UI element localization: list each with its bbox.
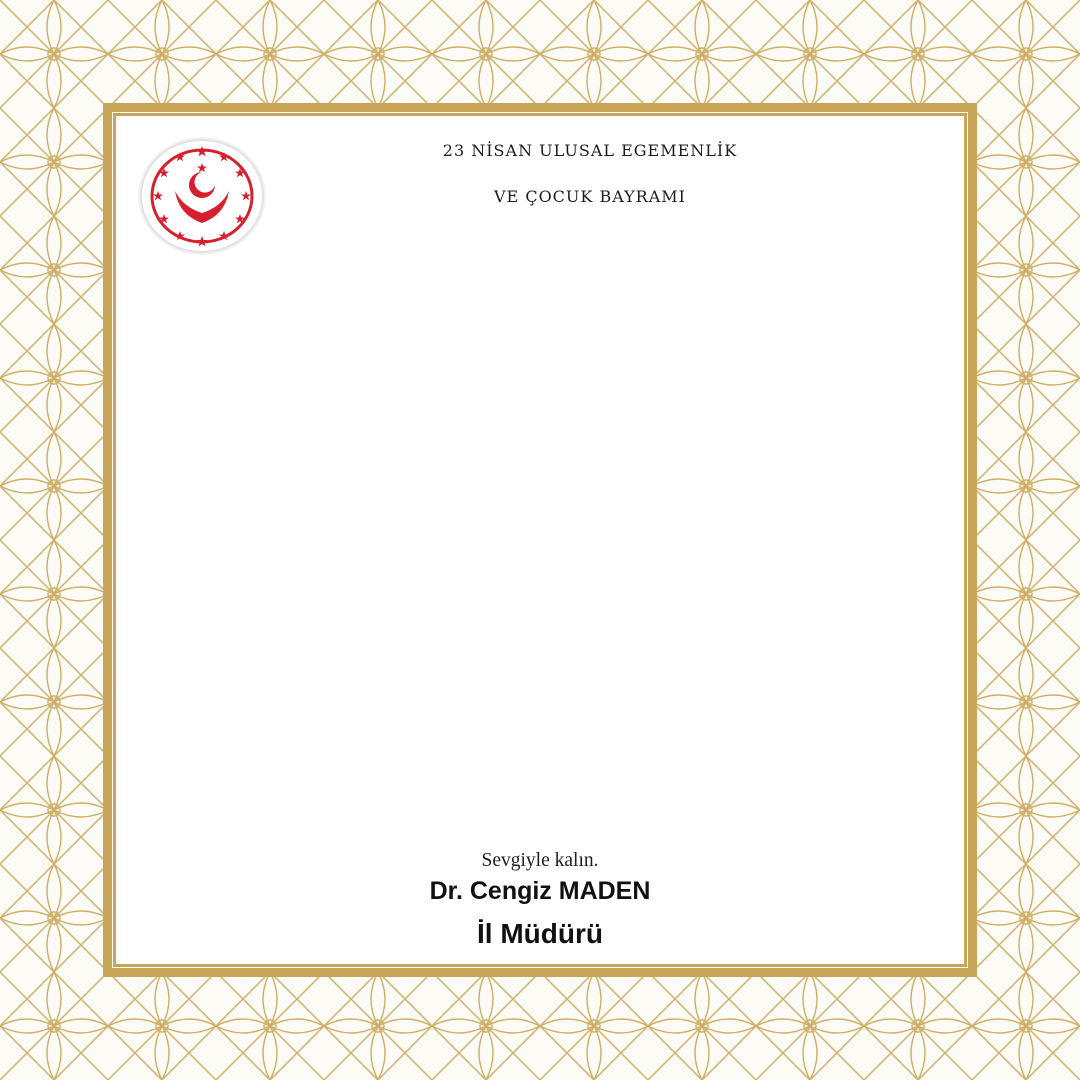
body-line: [118, 816, 962, 850]
title-line-1: 23 NİSAN ULUSAL EGEMENLİK: [442, 141, 738, 160]
body-line: [118, 374, 962, 408]
body-line: [118, 646, 962, 680]
body-line: [118, 272, 962, 306]
body-line: [118, 748, 962, 782]
closing-line: Sevgiyle kalın.: [481, 850, 599, 871]
body-line: [118, 782, 962, 816]
body-line: [118, 442, 962, 476]
body-line: [118, 680, 962, 714]
body-line: [118, 306, 962, 340]
body-line: [118, 340, 962, 374]
body-line: [118, 578, 962, 612]
title-line-2: VE ÇOCUK BAYRAMI: [494, 187, 686, 206]
body-line: [118, 612, 962, 646]
message-body: [118, 272, 962, 850]
body-line: [118, 408, 962, 442]
signer-title: İl Müdürü: [477, 918, 603, 949]
signer-name: Dr. Cengiz MADEN: [429, 877, 651, 905]
body-line: [118, 544, 962, 578]
body-line: [118, 476, 962, 510]
page-title: [250, 128, 930, 220]
body-line: [118, 510, 962, 544]
body-line: [118, 714, 962, 748]
